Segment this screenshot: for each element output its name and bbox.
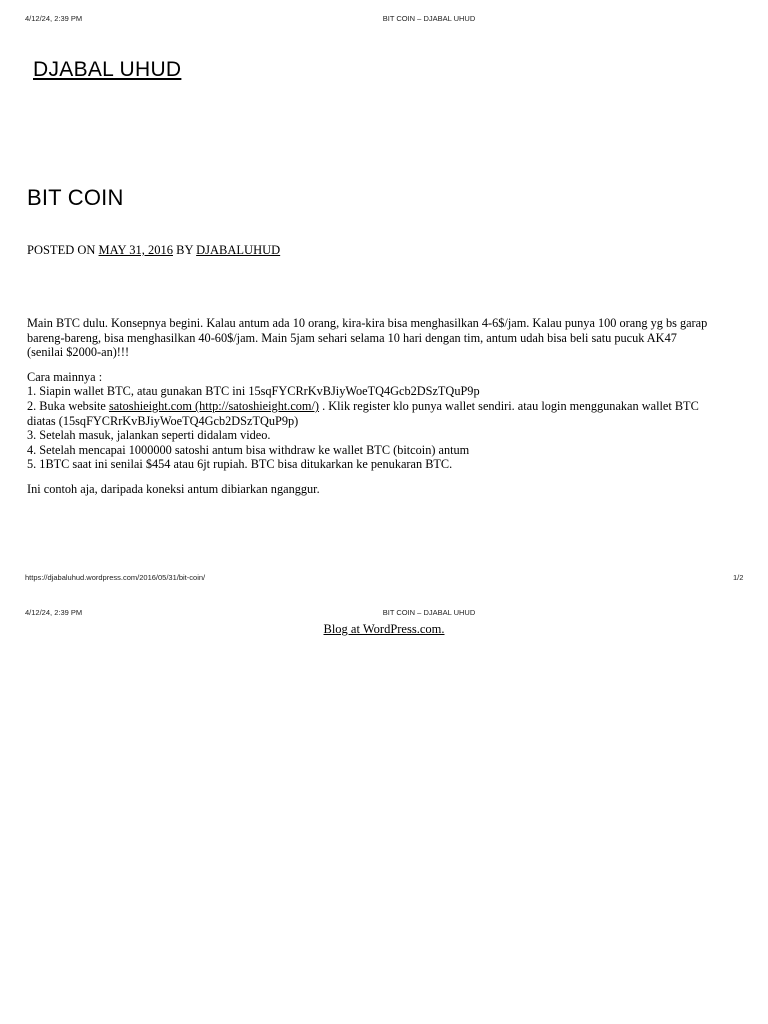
print-doc-title-page2: BIT COIN – DJABAL UHUD: [382, 608, 476, 617]
print-page-number: 1/2: [733, 573, 744, 582]
step-2-continued: diatas (15sqFYCRrKvBJiyWoeTQ4Gcb2DSzTQuP9p): [27, 413, 299, 428]
step-5: 5. 1BTC saat ini senilai $454 atau 6jt rupiah. BTC bisa ditukarkan ke penukaran BTC.: [27, 457, 453, 472]
wordpress-footer-link[interactable]: Blog at WordPress.com.: [323, 622, 445, 636]
post-date-link[interactable]: MAY 31, 2016: [98, 243, 173, 257]
by-label: BY: [176, 243, 194, 257]
print-url: https://djabaluhud.wordpress.com/2016/05/31/bit-coin/: [25, 573, 206, 582]
steps-heading: Cara mainnya :: [27, 369, 103, 384]
paragraph-line: Main BTC dulu. Konsepnya begini. Kalau antum ada 10 orang, kira-kira bisa menghasilkan 4-6$/jam. Kalau punya 100 orang yg bs garap: [27, 316, 708, 330]
author-link[interactable]: DJABALUHUD: [196, 243, 281, 257]
print-datetime: 4/12/24, 2:39 PM: [25, 14, 83, 23]
satoshieight-link[interactable]: satoshieight.com (http://satoshieight.com/): [108, 398, 320, 413]
posted-on-label: POSTED ON: [27, 243, 96, 257]
post-meta: [27, 243, 280, 258]
step-2: [27, 399, 739, 414]
step-2-prefix: 2. Buka website: [27, 398, 109, 413]
post-content: [27, 316, 739, 497]
print-doc-title: BIT COIN – DJABAL UHUD: [382, 14, 476, 23]
paragraph-line: bareng-bareng, bisa menghasilkan 40-60$/jam. Main 5jam sehari selama 10 hari dengan tim, antum udah bisa beli satu pucuk AK47: [27, 330, 677, 345]
step-4: 4. Setelah mencapai 1000000 satoshi antum bisa withdraw ke wallet BTC (bitcoin) antum: [27, 442, 470, 457]
closing-paragraph: Ini contoh aja, daripada koneksi antum dibiarkan nganggur.: [27, 481, 320, 496]
step-1: 1. Siapin wallet BTC, atau gunakan BTC ini 15sqFYCRrKvBJiyWoeTQ4Gcb2DSzTQuP9p: [27, 384, 480, 399]
paragraph-line: (senilai $2000-an)!!!: [27, 345, 130, 360]
step-2-suffix: . Klik register klo punya wallet sendiri. atau login menggunakan wallet BTC: [319, 398, 699, 413]
post-title: BIT COIN: [27, 185, 124, 210]
print-datetime-page2: 4/12/24, 2:39 PM: [25, 608, 83, 617]
step-3: 3. Setelah masuk, jalankan seperti didalam video.: [27, 428, 271, 443]
site-title-link[interactable]: DJABAL UHUD: [33, 58, 182, 81]
